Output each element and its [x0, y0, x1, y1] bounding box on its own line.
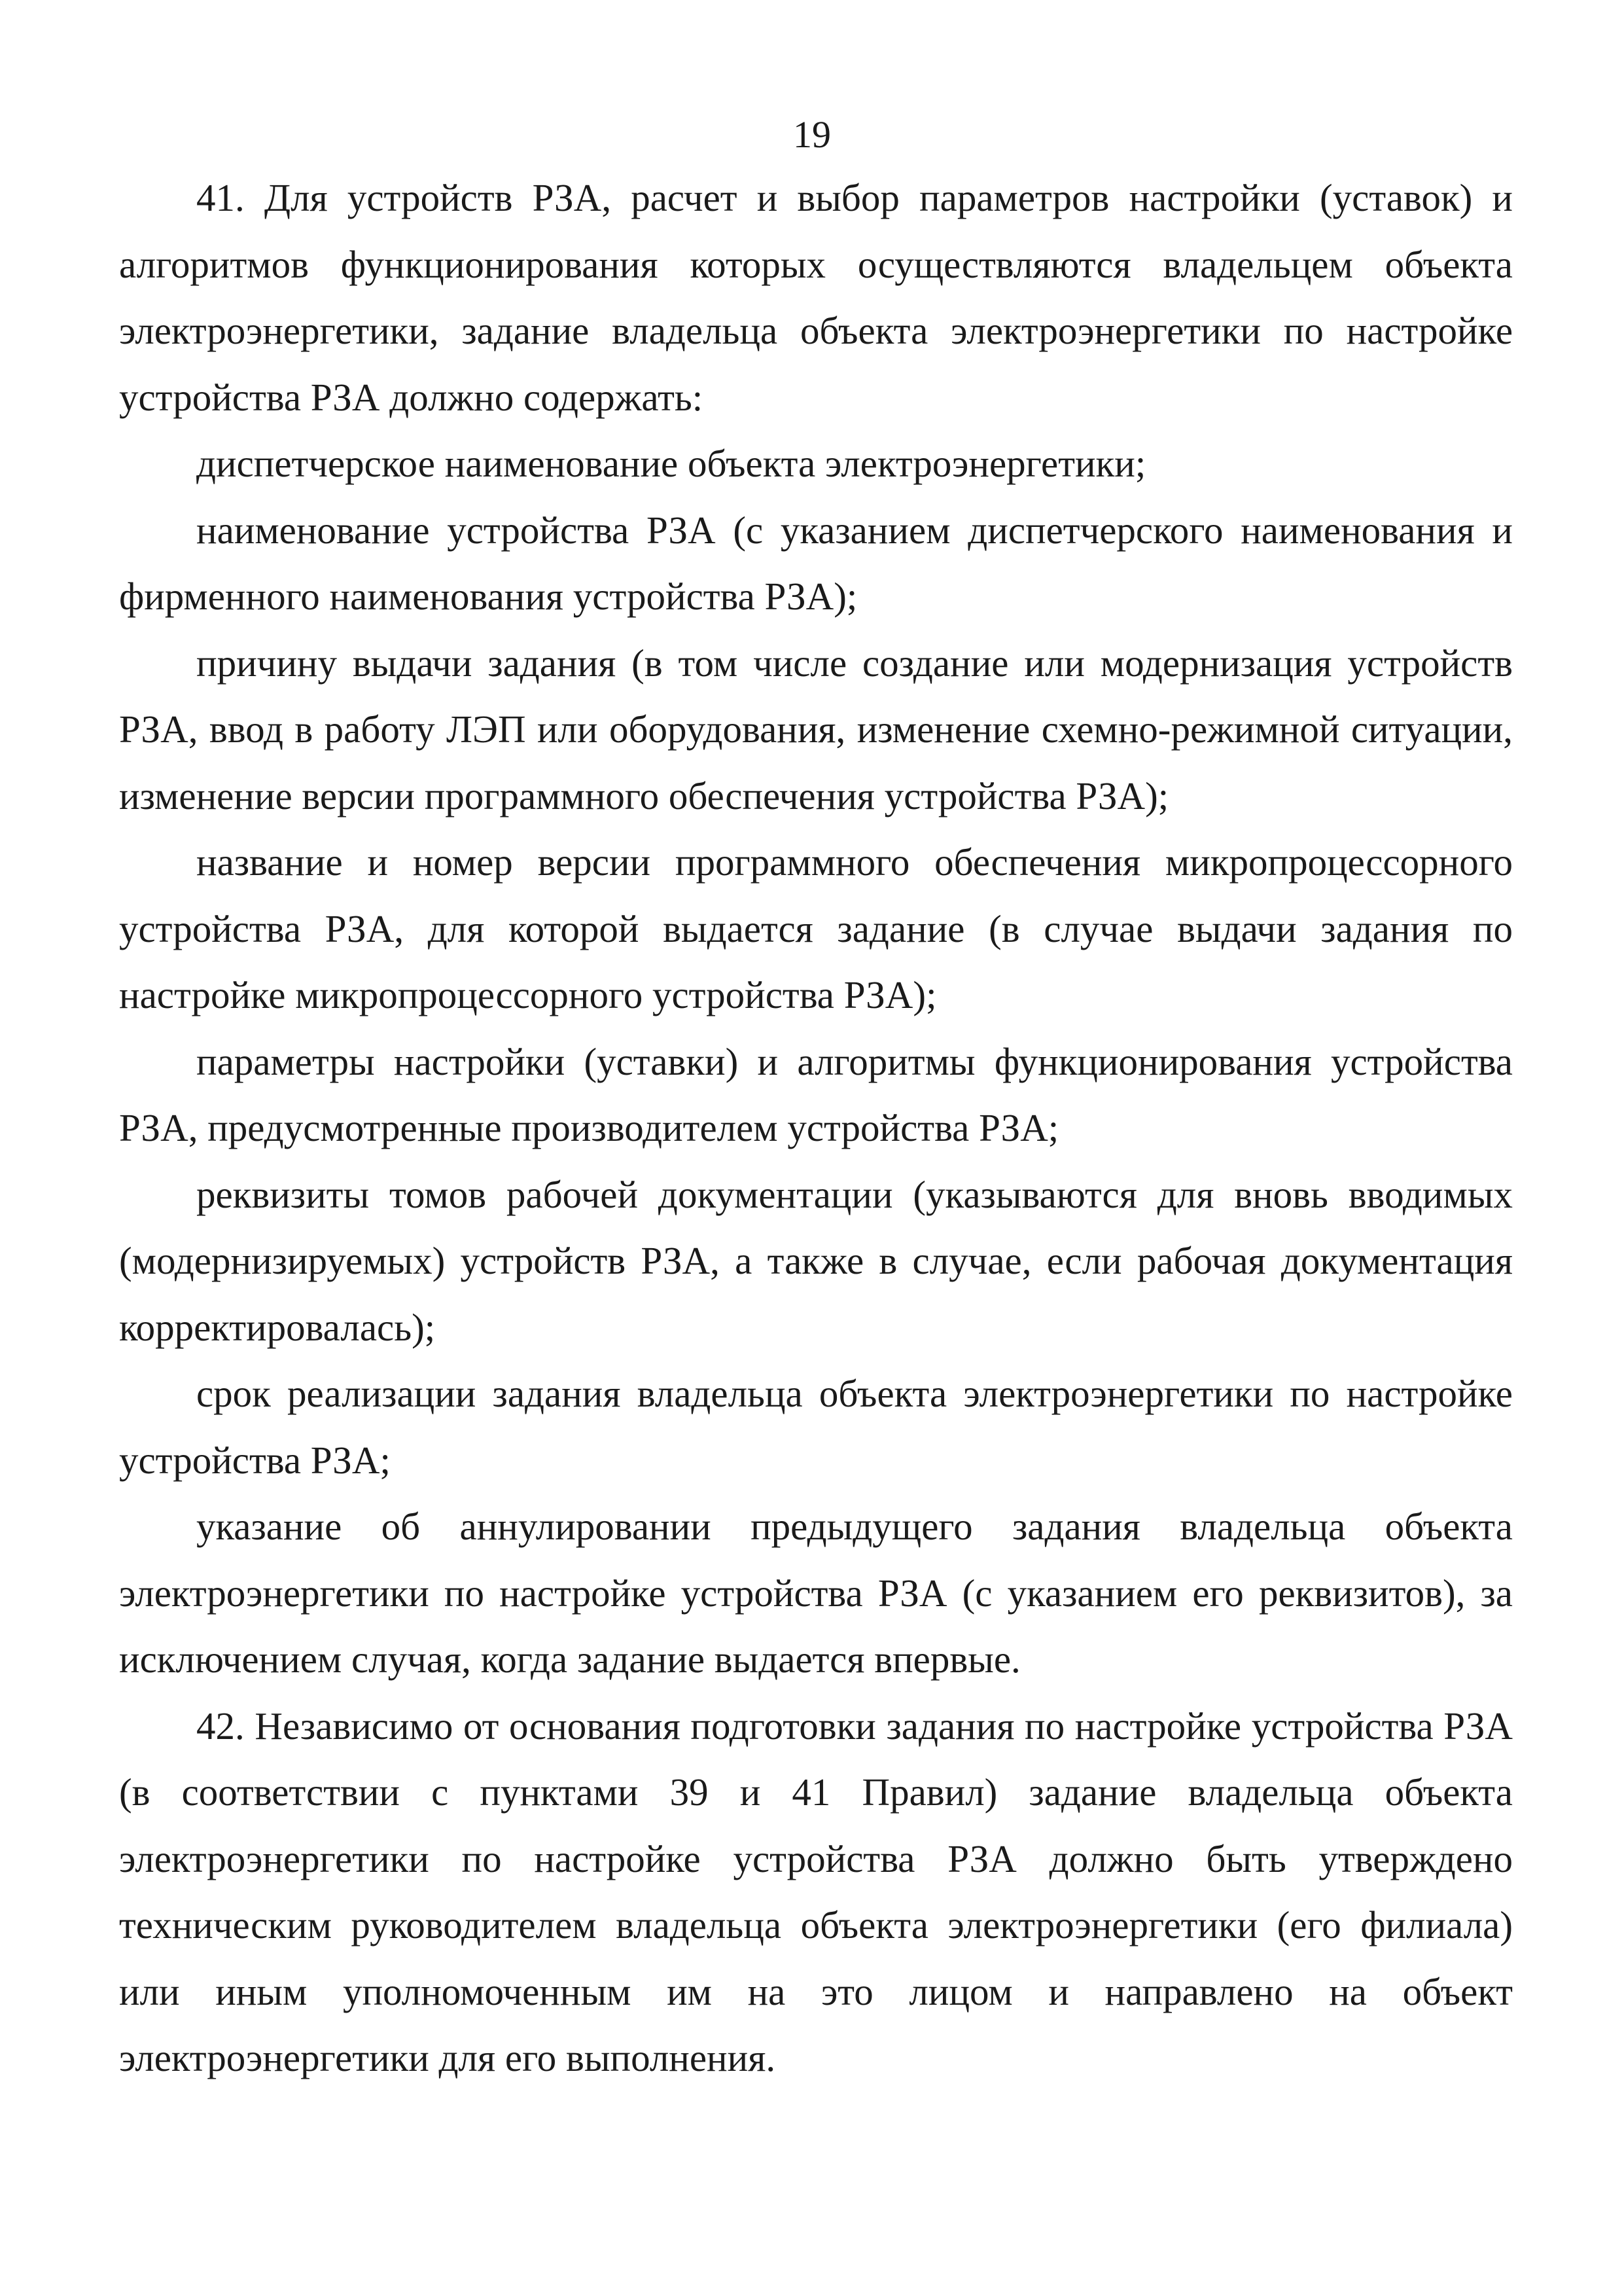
list-item-documentation: реквизиты томов рабочей документации (указываются для вновь вводимых (модернизируемых) устройств РЗА, а также в случае, если рабочая документация корректировалась);	[119, 1172, 1513, 1349]
list-item-reason: причину выдачи задания (в том числе создание или модернизация устройств РЗА, ввод в работу ЛЭП или оборудования, изменение схемно-режимной ситуации, изменение версии программного обеспечения устройства РЗА);	[119, 641, 1513, 817]
document-body	[119, 165, 1513, 2092]
list-item-software-version: название и номер версии программного обеспечения микропроцессорного устройства РЗА, для которой выдается задание (в случае выдачи задания по настройке микропроцессорного устройства РЗА);	[119, 840, 1513, 1016]
page-number: 19	[793, 113, 831, 156]
list-item-dispatch-name: диспетчерское наименование объекта электроэнергетики;	[196, 442, 1146, 485]
list-item-annulment: указание об аннулировании предыдущего задания владельца объекта электроэнергетики по настройке устройства РЗА (с указанием его реквизитов), за исключением случая, когда задание выдается впервые.	[119, 1505, 1513, 1681]
list-item-deadline: срок реализации задания владельца объекта электроэнергетики по настройке устройства РЗА;	[119, 1372, 1513, 1482]
paragraph-41-intro: 41. Для устройств РЗА, расчет и выбор параметров настройки (уставок) и алгоритмов функционирования которых осуществляются владельцем объекта электроэнергетики, задание владельца объекта электроэнергетики по настройке устройства РЗА должно содержать:	[119, 176, 1513, 419]
paragraph-42: 42. Независимо от основания подготовки задания по настройке устройства РЗА (в соответствии с пунктами 39 и 41 Правил) задание владельца объекта электроэнергетики по настройке устройства РЗА должно быть утверждено техническим руководителем владельца объекта электроэнергетики (его филиала) или иным уполномоченным им на это лицом и направлено на объект электроэнергетики для его выполнения.	[119, 1704, 1513, 2079]
list-item-device-name: наименование устройства РЗА (с указанием диспетчерского наименования и фирменного наименования устройства РЗА);	[119, 508, 1513, 618]
list-item-settings: параметры настройки (уставки) и алгоритмы функционирования устройства РЗА, предусмотренные производителем устройства РЗА;	[119, 1039, 1513, 1149]
